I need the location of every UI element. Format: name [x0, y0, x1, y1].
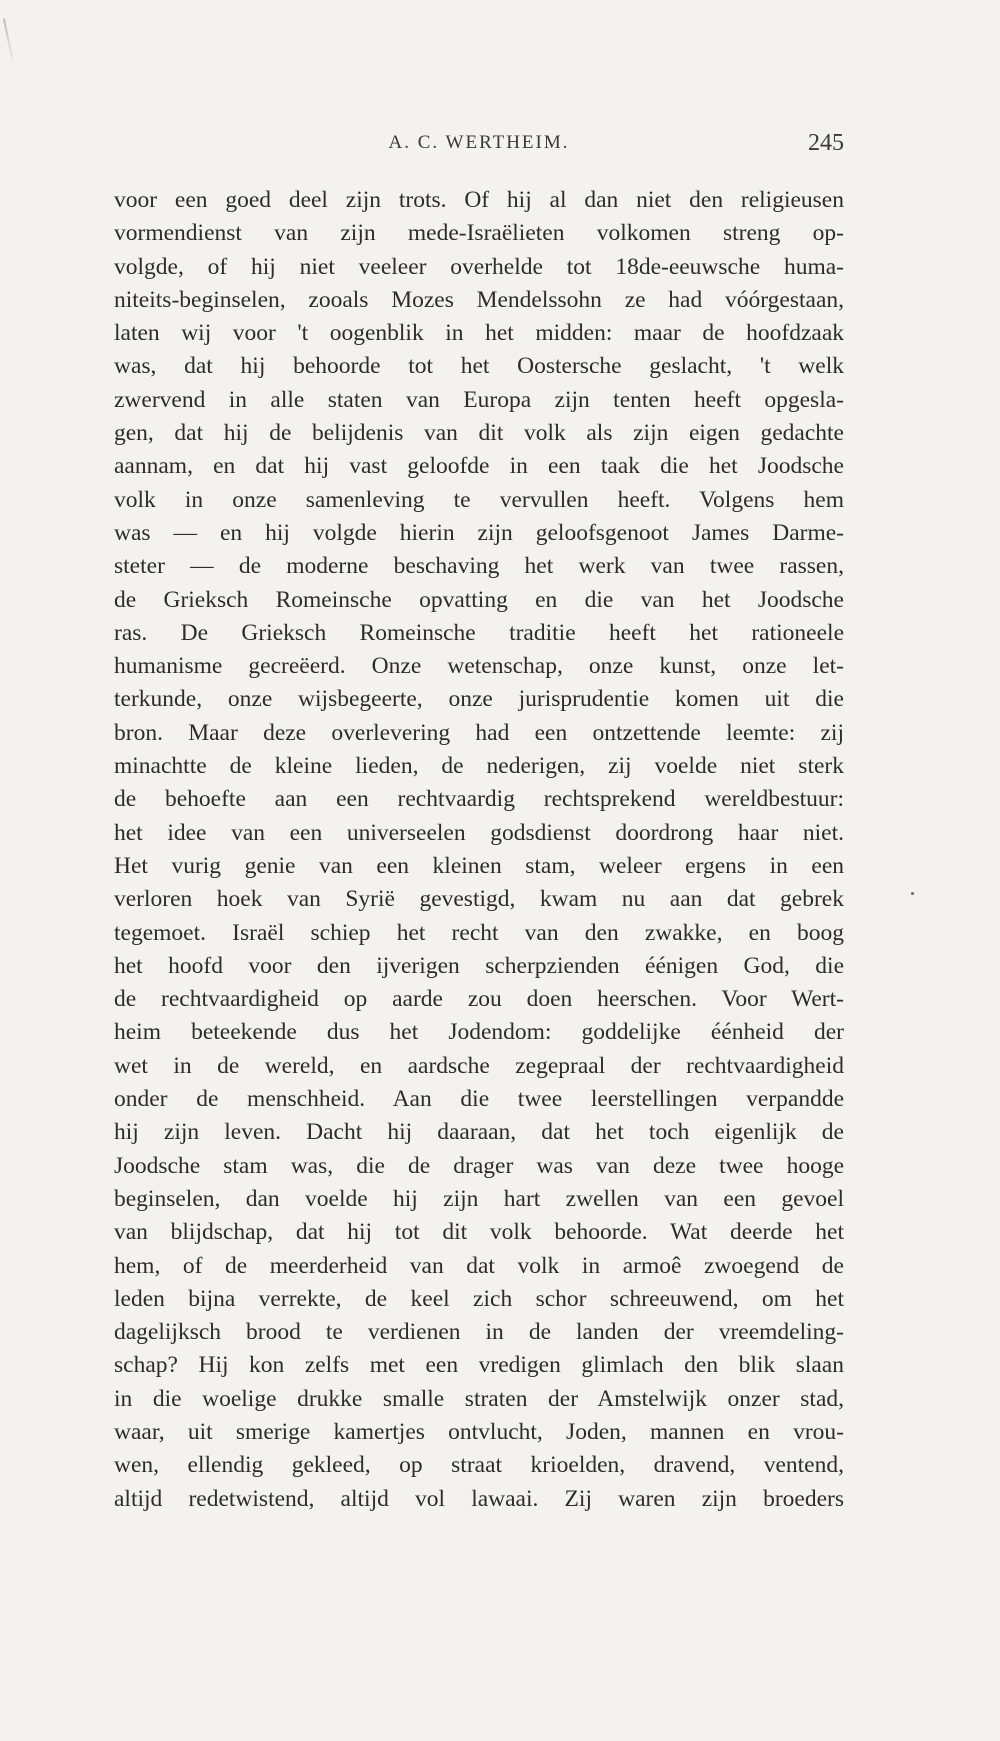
text-line: schap? Hij kon zelfs met een vredigen glimlach den blik slaan [114, 1352, 844, 1379]
text-line: humanisme gecreëerd. Onze wetenschap, onze kunst, onze let- [114, 653, 844, 680]
text-line: verloren hoek van Syrië gevestigd, kwam nu aan dat gebrek [114, 886, 844, 913]
text-line: steter — de moderne beschaving het werk van twee rassen, [114, 553, 844, 580]
text-line: wen, ellendig gekleed, op straat krioelden, dravend, ventend, [114, 1452, 844, 1479]
text-line: niteits-beginselen, zooals Mozes Mendelssohn ze had vóórgestaan, [114, 286, 844, 313]
page-header [114, 127, 844, 159]
text-line: in die woelige drukke smalle straten der Amstelwijk onzer stad, [114, 1385, 844, 1412]
text-line: Joodsche stam was, die de drager was van deze twee hooge [114, 1152, 844, 1179]
text-line: tegemoet. Israël schiep het recht van den zwakke, en boog [114, 919, 844, 946]
running-head: A. C. WERTHEIM. [388, 132, 570, 153]
text-line: het idee van een universeelen godsdienst doordrong haar niet. [114, 819, 844, 846]
paper-speck [911, 892, 914, 895]
text-line: was — en hij volgde hierin zijn geloofsgenoot James Darme- [114, 519, 844, 546]
text-line: leden bijna verrekte, de keel zich schor schreeuwend, om het [114, 1285, 844, 1312]
text-line: hem, of de meerderheid van dat volk in armoê zwoegend de [114, 1252, 844, 1279]
text-line: bron. Maar deze overlevering had een ontzettende leemte: zij [114, 719, 844, 746]
text-line: dagelijksch brood te verdienen in de landen der vreemdeling- [114, 1319, 844, 1346]
text-line: minachtte de kleine lieden, de nederigen, zij voelde niet sterk [114, 753, 844, 780]
text-line: aannam, en dat hij vast geloofde in een taak die het Joodsche [114, 453, 844, 480]
text-line: het hoofd voor den ijverigen scherpzienden éénigen God, die [114, 952, 844, 979]
text-line: terkunde, onze wijsbegeerte, onze jurisprudentie komen uit die [114, 686, 844, 713]
text-line: heim beteekende dus het Jodendom: goddelijke éénheid der [114, 1019, 844, 1046]
text-line: waar, uit smerige kamertjes ontvlucht, Joden, mannen en vrou- [114, 1418, 844, 1445]
text-line: gen, dat hij de belijdenis van dit volk als zijn eigen gedachte [114, 420, 844, 447]
text-line: vormendienst van zijn mede-Israëlieten volkomen streng op- [114, 220, 844, 247]
text-line: de behoefte aan een rechtvaardig rechtsprekend wereldbestuur: [114, 786, 844, 813]
text-line: laten wij voor 't oogenblik in het midden: maar de hoofdzaak [114, 320, 844, 347]
body-text [114, 184, 844, 1516]
text-line: beginselen, dan voelde hij zijn hart zwellen van een gevoel [114, 1185, 844, 1212]
text-line: volgde, of hij niet veeleer overhelde tot 18de-eeuwsche huma- [114, 253, 844, 280]
text-line: wet in de wereld, en aardsche zegepraal der rechtvaardigheid [114, 1052, 844, 1079]
text-line: de rechtvaardigheid op aarde zou doen heerschen. Voor Wert- [114, 986, 844, 1013]
page-edge-mark [3, 18, 15, 67]
text-line: zwervend in alle staten van Europa zijn tenten heeft opgesla- [114, 386, 844, 413]
text-line: altijd redetwistend, altijd vol lawaai. Zij waren zijn broeders [114, 1485, 844, 1512]
text-line: Het vurig genie van een kleinen stam, weleer ergens in een [114, 852, 844, 879]
text-line: voor een goed deel zijn trots. Of hij al dan niet den religieusen [114, 187, 844, 213]
text-line: ras. De Grieksch Romeinsche traditie heeft het rationeele [114, 619, 844, 646]
text-line: volk in onze samenleving te vervullen heeft. Volgens hem [114, 486, 844, 513]
page-number: 245 [808, 130, 844, 156]
text-line: van blijdschap, dat hij tot dit volk behoorde. Wat deerde het [114, 1219, 844, 1246]
text-line: de Grieksch Romeinsche opvatting en die van het Joodsche [114, 586, 844, 613]
text-line: hij zijn leven. Dacht hij daaraan, dat het toch eigenlijk de [114, 1119, 844, 1146]
text-line: was, dat hij behoorde tot het Oostersche geslacht, 't welk [114, 353, 844, 380]
text-line: onder de menschheid. Aan die twee leerstellingen verpandde [114, 1086, 844, 1113]
